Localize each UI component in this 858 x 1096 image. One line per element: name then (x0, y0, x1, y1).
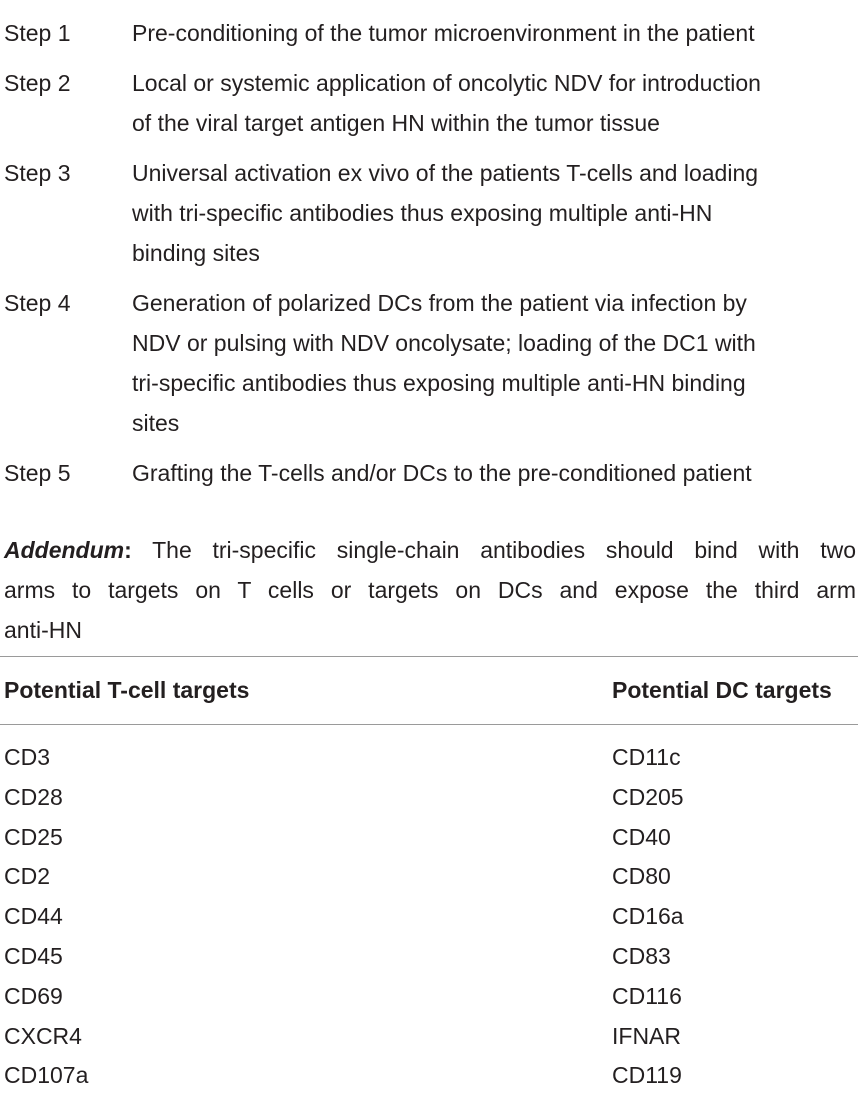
step-text-line: with tri-specific antibodies thus exposing multiple anti-HN (132, 200, 713, 226)
tcell-target: CD107a (4, 1062, 89, 1089)
addendum-line (4, 530, 856, 570)
table-row (0, 937, 858, 977)
step-row (4, 453, 858, 493)
step-row (4, 153, 858, 273)
step-text-line: Grafting the T-cells and/or DCs to the pre-conditioned patient (132, 460, 752, 486)
table-header-rule (0, 724, 858, 725)
step-label: Step 2 (4, 70, 71, 96)
column-header-dc: Potential DC targets (612, 677, 832, 703)
dc-target: CD40 (612, 823, 671, 850)
targets-table-body (0, 738, 858, 1096)
step-label: Step 5 (4, 460, 71, 486)
tcell-target: CD3 (4, 744, 51, 770)
addendum-paragraph (4, 530, 856, 650)
step-label: Step 3 (4, 160, 71, 186)
dc-target: CD80 (612, 863, 671, 890)
step-text-line: NDV or pulsing with NDV oncolysate; loading of the DC1 with (132, 330, 756, 356)
tcell-target: CD28 (4, 783, 63, 810)
step-text-line: of the viral target antigen HN within the tumor tissue (132, 110, 660, 136)
tcell-target: CD45 (4, 942, 63, 969)
addendum-separator: : (124, 537, 132, 563)
addendum-text: The tri-specific single-chain antibodies should bind with two (131, 537, 856, 563)
step-label: Step 1 (4, 20, 71, 46)
tcell-target: CD69 (4, 982, 63, 1009)
table-row (0, 778, 858, 818)
step-text (132, 13, 858, 53)
step-row (4, 283, 858, 443)
table-row (0, 897, 858, 937)
step-text-line: binding sites (132, 240, 260, 266)
tcell-target: CD44 (4, 903, 63, 930)
table-row (0, 1056, 858, 1096)
dc-target: CD119 (612, 1062, 682, 1089)
step-text (132, 63, 858, 143)
step-text (132, 453, 858, 493)
table-row (0, 857, 858, 897)
addendum-line: anti-HN (4, 617, 82, 643)
tcell-target: CXCR4 (4, 1022, 82, 1049)
step-text-line: Universal activation ex vivo of the patients T-cells and loading (132, 160, 759, 186)
dc-target: CD11c (612, 744, 681, 770)
step-text-line: Pre-conditioning of the tumor microenvironment in the patient (132, 20, 755, 46)
step-text (132, 283, 858, 443)
step-text-line: sites (132, 410, 180, 436)
step-row (4, 13, 858, 53)
steps-list (4, 13, 858, 503)
dc-target: CD16a (612, 903, 684, 930)
column-header-tcell: Potential T-cell targets (4, 677, 250, 703)
dc-target: CD116 (612, 982, 682, 1009)
table-row (0, 977, 858, 1017)
step-label: Step 4 (4, 290, 71, 316)
addendum-line: arms to targets on T cells or targets on DCs and expose the third arm (4, 577, 856, 603)
dc-target: CD83 (612, 942, 671, 969)
table-row (0, 738, 858, 778)
step-text-line: Local or systemic application of oncolytic NDV for introduction (132, 70, 761, 96)
tcell-target: CD25 (4, 823, 63, 850)
table-top-rule (0, 656, 858, 657)
table-row (0, 1017, 858, 1057)
step-text (132, 153, 858, 273)
step-text-line: Generation of polarized DCs from the patient via infection by (132, 290, 747, 316)
tcell-target: CD2 (4, 863, 51, 890)
step-text-line: tri-specific antibodies thus exposing multiple anti-HN binding (132, 370, 746, 396)
addendum-label: Addendum (4, 537, 125, 563)
table-row (0, 818, 858, 858)
dc-target: IFNAR (612, 1022, 681, 1049)
step-row (4, 63, 858, 143)
dc-target: CD205 (612, 783, 684, 810)
